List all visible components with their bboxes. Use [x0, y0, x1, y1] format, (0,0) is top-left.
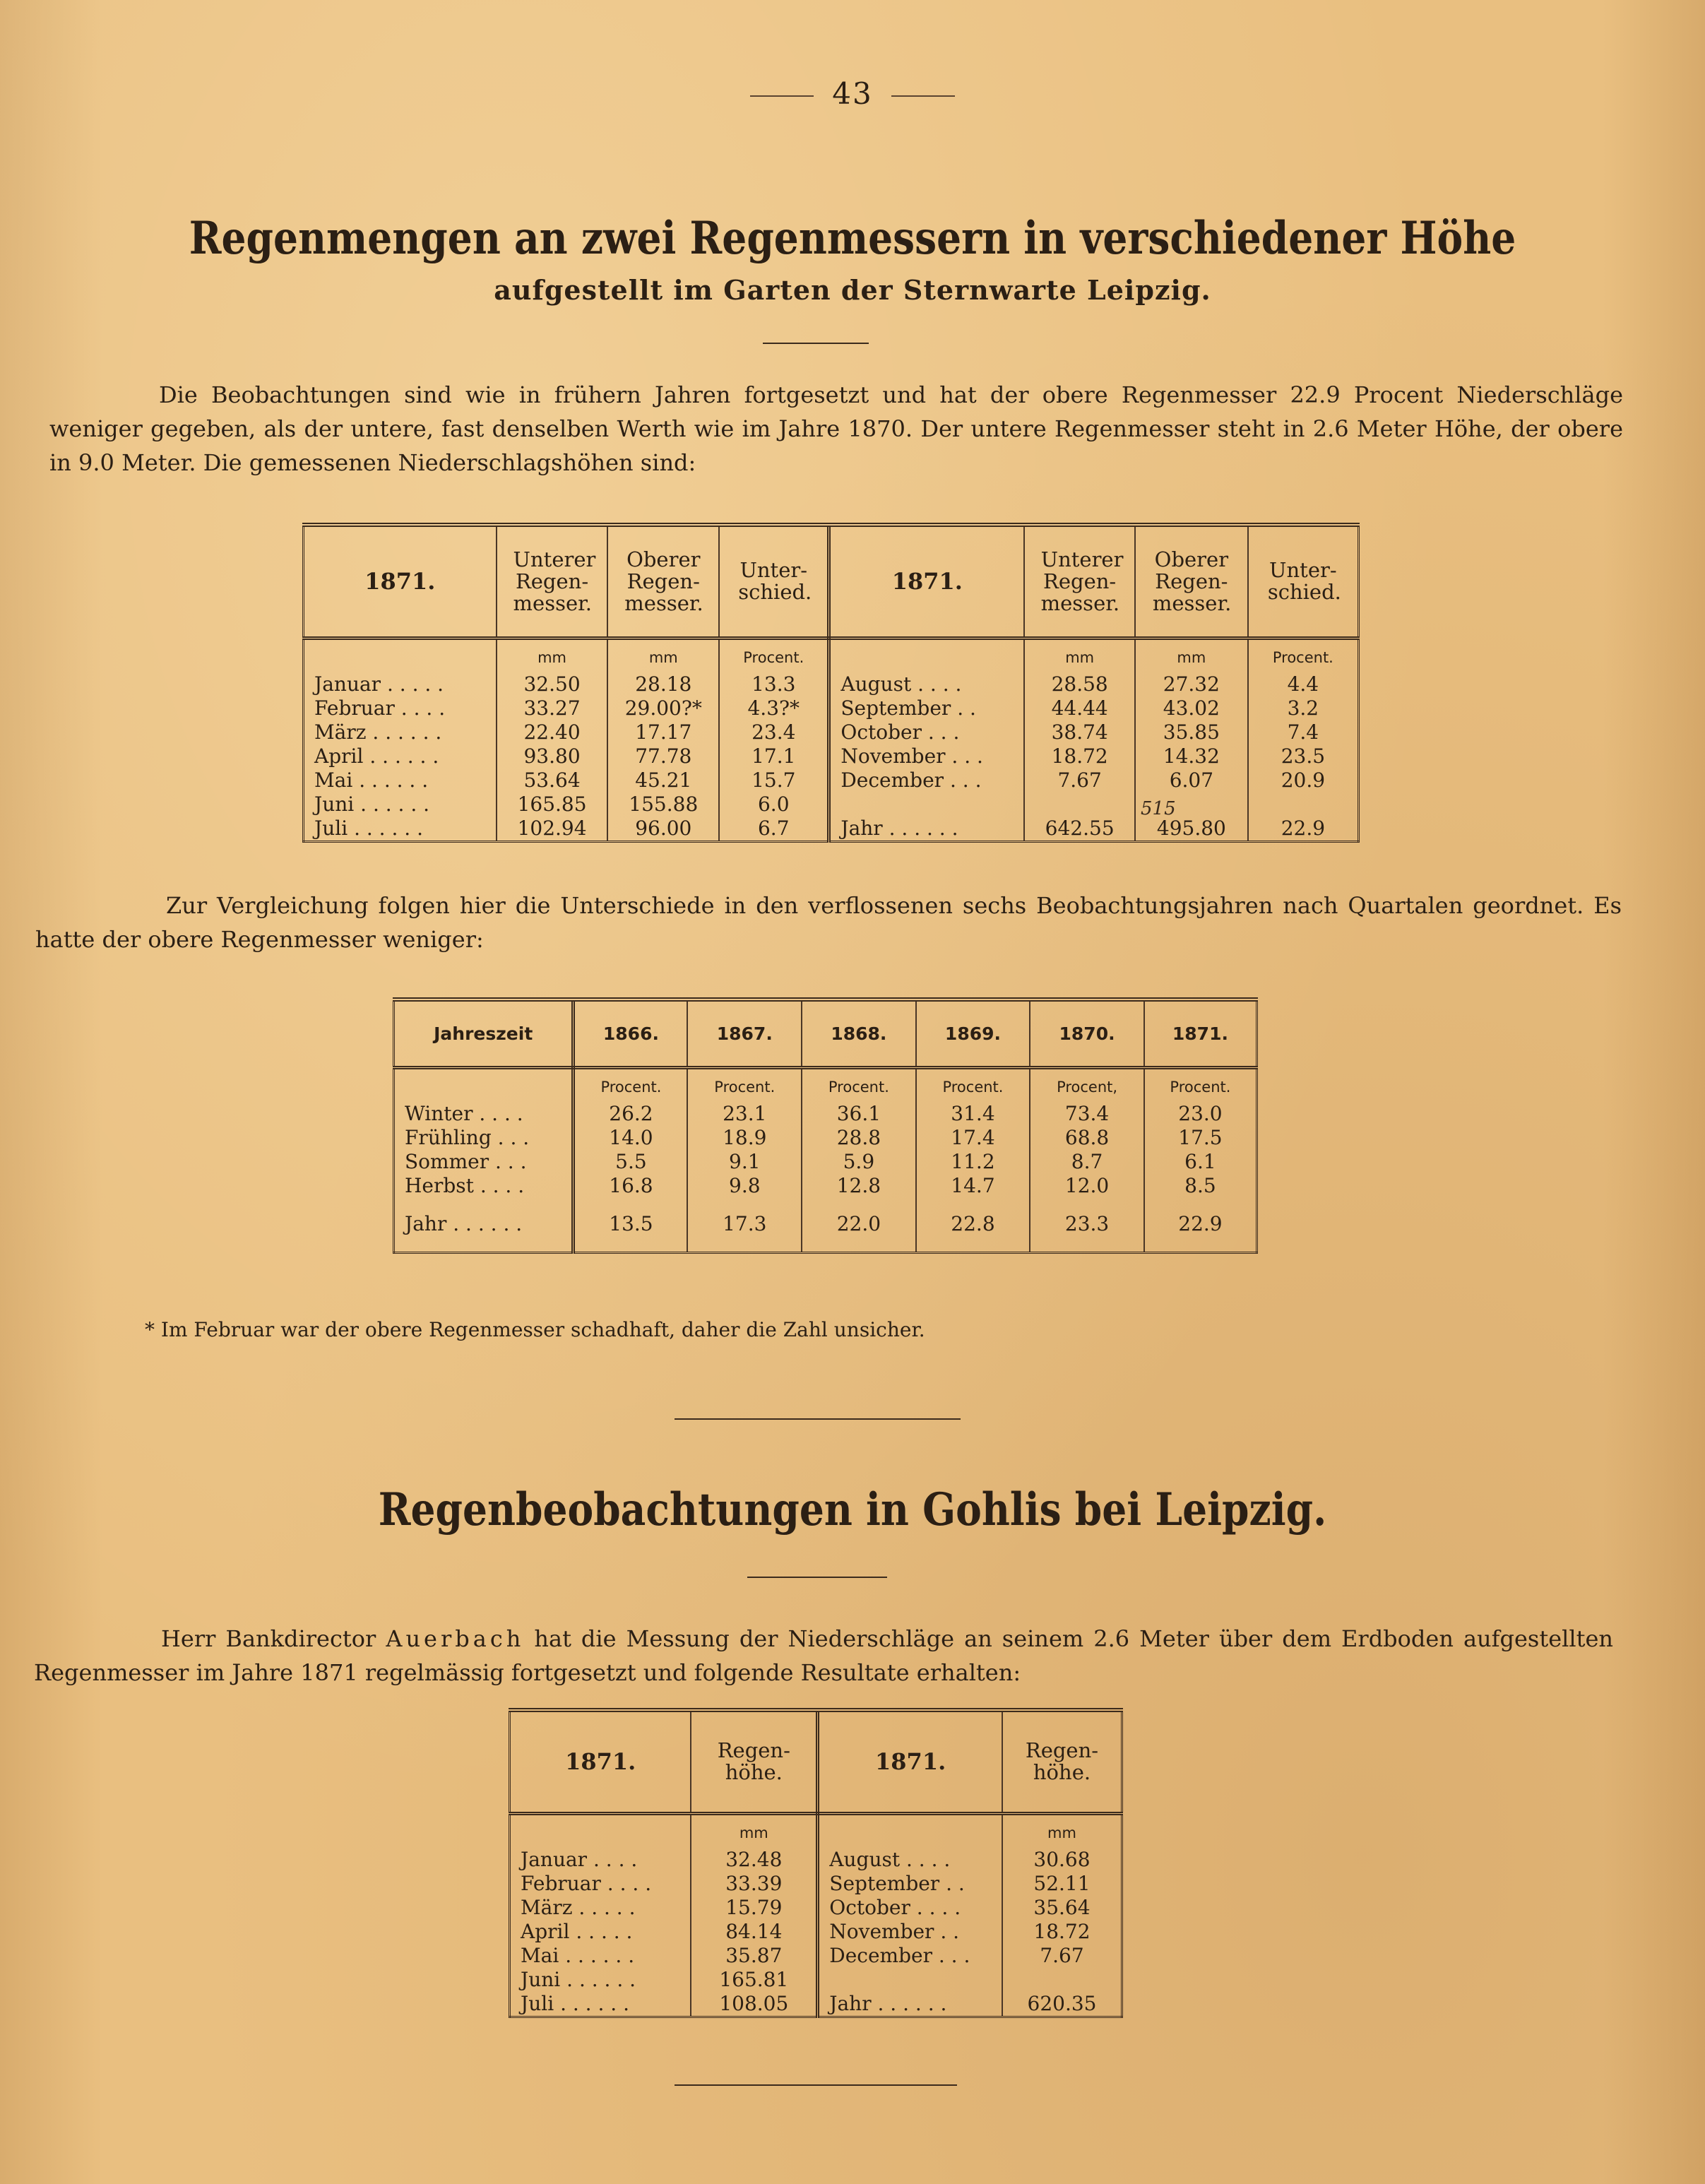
- table1-unit: Procent.: [1272, 648, 1333, 666]
- cell-value: 3.2: [1287, 696, 1319, 720]
- table2-unit: Procent.: [574, 1067, 688, 1102]
- row-label: Februar . . . .: [304, 696, 497, 720]
- table2-body: [394, 1102, 1257, 1253]
- cell-value: [1024, 793, 1135, 817]
- cell-value: [1002, 1968, 1122, 1992]
- cell-value: 52.11: [1033, 1871, 1091, 1895]
- cell-value: 7.67: [1040, 1943, 1084, 1967]
- table2-unit: Procent.: [916, 1067, 1030, 1102]
- table3-unit: mm: [691, 1813, 817, 1848]
- cell-value: 28.58: [1024, 672, 1135, 696]
- table1-row: [304, 744, 1359, 768]
- rain-comparison-table: [302, 523, 1360, 843]
- table2-header-year: 1869.: [916, 999, 1030, 1067]
- row-label: Mai . . . . . .: [304, 768, 497, 793]
- cell-value: 36.1: [802, 1102, 916, 1126]
- cell-value: 23.1: [687, 1102, 802, 1126]
- cell-value: 18.9: [687, 1126, 802, 1150]
- table2-header-year: 1871.: [1144, 999, 1257, 1067]
- cell-value: 642.55: [1024, 817, 1135, 842]
- table1-body: [304, 672, 1359, 842]
- page-number-text: 43: [832, 76, 873, 111]
- row-label: October . . . .: [818, 1896, 1002, 1920]
- table3-row: [510, 1944, 1122, 1968]
- page-number-dash-left: [750, 95, 814, 97]
- row-label: Jahr . . . . . .: [394, 1212, 574, 1253]
- cell-value: 23.0: [1178, 1101, 1223, 1125]
- row-label: August . . . .: [829, 672, 1024, 696]
- section1-subtitle: aufgestellt im Garten der Sternwarte Leipzig.: [494, 274, 1211, 306]
- cell-value: 6.7: [719, 817, 829, 842]
- row-label: Jahr . . . . . .: [818, 1992, 1002, 2017]
- cell-value: 11.2: [916, 1150, 1030, 1174]
- cell-value: 13.5: [574, 1212, 688, 1253]
- table3-unit-row: [510, 1813, 1122, 1848]
- table2-header-year: 1870.: [1030, 999, 1144, 1067]
- footnote: * Im Februar war der obere Regenmesser schadhaft, daher die Zahl unsicher.: [145, 1318, 925, 1341]
- section2-title-wrap: [0, 1483, 1705, 1536]
- table1-unit: mm: [497, 638, 608, 672]
- row-label: Frühling . . .: [394, 1126, 574, 1150]
- table2-unit: Procent.: [687, 1067, 802, 1102]
- cell-value: 73.4: [1030, 1102, 1144, 1126]
- cell-value: 93.80: [497, 744, 608, 768]
- table1-unit-row: [304, 638, 1359, 672]
- table1-row: [304, 720, 1359, 744]
- table2-row: [394, 1174, 1257, 1198]
- table1-row: [304, 768, 1359, 793]
- cell-value: 35.85: [1135, 720, 1248, 744]
- cell-value: 7.67: [1024, 768, 1135, 793]
- table2-unit: Procent.: [802, 1067, 916, 1102]
- table1-row: [304, 817, 1359, 842]
- section2-paragraph-start: Herr Bankdirector: [161, 1625, 376, 1652]
- cell-value: 53.64: [497, 768, 608, 793]
- cell-value: 22.0: [802, 1212, 916, 1253]
- row-label: Januar . . . . .: [304, 672, 497, 696]
- cell-value: 31.4: [916, 1102, 1030, 1126]
- page-number: [711, 76, 994, 111]
- cell-value: 68.8: [1030, 1126, 1144, 1150]
- section2-rule: [747, 1577, 887, 1578]
- page-number-dash-right: [891, 95, 955, 97]
- cell-value: 32.50: [497, 672, 608, 696]
- table1-row: [304, 696, 1359, 720]
- cell-value: 22.8: [916, 1212, 1030, 1253]
- section1-paragraph: Die Beobachtungen sind wie in frühern Jahren fortgesetzt und hat der obere Regenmesser 22.9 Procent Niederschläge weniger gegeben, als der untere, fast denselben Werth wie im Jahre 1870. Der untere Regenmesser steht in 2.6 Meter Höhe, der obere in 9.0 Meter. Die gemessenen Niederschlagshöhen sind:: [49, 381, 1623, 476]
- table3-header-height-right: Regen-höhe.: [1002, 1710, 1122, 1813]
- cell-value: 77.78: [607, 744, 719, 768]
- table3-row: [510, 1896, 1122, 1920]
- cell-value: 32.48: [691, 1848, 817, 1872]
- table1-header-upper-left: Oberer Regen-messer.: [607, 525, 719, 638]
- cell-value: 4.4: [1287, 672, 1319, 696]
- row-label: Januar . . . .: [510, 1848, 691, 1872]
- section1-title-wrap: [0, 212, 1705, 265]
- cell-value: 17.3: [687, 1212, 802, 1253]
- table2-header-year: 1868.: [802, 999, 916, 1067]
- table2-spacer-row: [394, 1198, 1257, 1212]
- section1-title: Regenmengen an zwei Regenmessern in verschiedener Höhe: [189, 212, 1516, 265]
- row-label: April . . . . .: [510, 1920, 691, 1944]
- cell-value: 17.17: [607, 720, 719, 744]
- table1-header-year-left: 1871.: [304, 525, 497, 638]
- cell-value: 4.3?*: [719, 696, 829, 720]
- table2-header-year: 1867.: [687, 999, 802, 1067]
- section2-title: Regenbeobachtungen in Gohlis bei Leipzig.: [378, 1483, 1327, 1536]
- table1-unit: mm: [1135, 638, 1248, 672]
- row-label: März . . . . . .: [304, 720, 497, 744]
- table1-header-lower-right: Unterer Regen-messer.: [1024, 525, 1135, 638]
- table1-header-diff-left: Unter-schied.: [719, 525, 829, 638]
- cell-value: 5.5: [574, 1150, 688, 1174]
- cell-value: 13.3: [719, 672, 829, 696]
- table2-header-season: Jahreszeit: [394, 999, 574, 1067]
- table3-body: [510, 1848, 1122, 2017]
- table1-header-year-right: 1871.: [829, 525, 1024, 638]
- cell-value: 108.05: [691, 1992, 817, 2017]
- cell-value: 33.39: [691, 1872, 817, 1896]
- cell-value: 7.4: [1287, 720, 1319, 744]
- table3-header-row: [510, 1710, 1122, 1813]
- table2-header-year: 1866.: [574, 999, 688, 1067]
- row-label: [829, 793, 1024, 817]
- section2-person-name: Auerbach: [386, 1625, 525, 1652]
- cell-value: 6.1: [1184, 1149, 1216, 1173]
- cell-value: 6.07: [1135, 768, 1248, 793]
- table2-unit-row: [394, 1067, 1257, 1102]
- bottom-rule: [675, 2084, 957, 2086]
- table2-row: [394, 1150, 1257, 1174]
- cell-value: 18.72: [1024, 744, 1135, 768]
- cell-value: 26.2: [574, 1102, 688, 1126]
- table3-row: [510, 1968, 1122, 1992]
- seasonal-difference-table: [393, 997, 1258, 1254]
- table3-unit: mm: [1047, 1824, 1076, 1841]
- table3-row: [510, 1872, 1122, 1896]
- table1-header-lower-left: Unterer Regen-messer.: [497, 525, 608, 638]
- cell-value: 23.4: [719, 720, 829, 744]
- row-label: Winter . . . .: [394, 1102, 574, 1126]
- row-label: Juli . . . . . .: [304, 817, 497, 842]
- cell-value: 6.0: [719, 793, 829, 817]
- table3-row: [510, 1992, 1122, 2017]
- table1-header-row: [304, 525, 1359, 638]
- cell-value: 22.9: [1178, 1211, 1223, 1235]
- cell-value: 495.80: [1135, 817, 1248, 842]
- cell-value: 5.9: [802, 1150, 916, 1174]
- row-label: Juni . . . . . .: [510, 1968, 691, 1992]
- cell-value: 15.79: [691, 1896, 817, 1920]
- table2-header-row: [394, 999, 1257, 1067]
- row-label: August . . . .: [818, 1848, 1002, 1872]
- cell-value: 14.7: [916, 1174, 1030, 1198]
- cell-value: 20.9: [1281, 768, 1326, 792]
- cell-value: 17.4: [916, 1126, 1030, 1150]
- cell-value: [1248, 793, 1359, 817]
- cell-value: 17.5: [1178, 1125, 1223, 1149]
- cell-value: 9.1: [687, 1150, 802, 1174]
- row-label: April . . . . . .: [304, 744, 497, 768]
- row-label: October . . .: [829, 720, 1024, 744]
- cell-value: 35.87: [691, 1944, 817, 1968]
- handwritten-note: 515: [1141, 798, 1176, 819]
- row-label: März . . . . .: [510, 1896, 691, 1920]
- cell-value: 22.9: [1281, 816, 1326, 840]
- cell-value: 9.8: [687, 1174, 802, 1198]
- row-label: November . . .: [829, 744, 1024, 768]
- table1-header-upper-right: Oberer Regen-messer.: [1135, 525, 1248, 638]
- row-label: Jahr . . . . . .: [829, 817, 1024, 842]
- row-label: Herbst . . . .: [394, 1174, 574, 1198]
- cell-value: 8.7: [1030, 1150, 1144, 1174]
- table3-header-year-right: 1871.: [818, 1710, 1002, 1813]
- cell-value: 38.74: [1024, 720, 1135, 744]
- cell-value: 43.02: [1135, 696, 1248, 720]
- row-label: [818, 1968, 1002, 1992]
- table3-header-year-left: 1871.: [510, 1710, 691, 1813]
- gohlis-rain-table: [509, 1708, 1123, 2018]
- section2-paragraph: [34, 1622, 1613, 1690]
- row-label: September . .: [829, 696, 1024, 720]
- cell-value: 165.85: [497, 793, 608, 817]
- cell-value: 12.8: [802, 1174, 916, 1198]
- cell-value: 15.7: [719, 768, 829, 793]
- cell-value: 23.3: [1030, 1212, 1144, 1253]
- table2-unit: Procent,: [1030, 1067, 1144, 1102]
- table3-header-height-left: Regen-höhe.: [691, 1710, 817, 1813]
- cell-value: 44.44: [1024, 696, 1135, 720]
- cell-value: 84.14: [691, 1920, 817, 1944]
- cell-value: 8.5: [1184, 1173, 1216, 1197]
- cell-value: 33.27: [497, 696, 608, 720]
- cell-value: 18.72: [1033, 1919, 1091, 1943]
- table1-row: [304, 793, 1359, 817]
- cell-value: 27.32: [1135, 672, 1248, 696]
- table3-row: [510, 1920, 1122, 1944]
- table2-row: [394, 1126, 1257, 1150]
- cell-value: 29.00?*: [607, 696, 719, 720]
- cell-value: 620.35: [1027, 1991, 1097, 2015]
- cell-value: 35.64: [1033, 1895, 1091, 1919]
- section-separator: [675, 1418, 961, 1420]
- table2-unit: Procent.: [1170, 1078, 1231, 1096]
- section2-paragraph-end: hat die Messung der Niederschläge an seinem 2.6 Meter über dem Erdboden aufgestellten Regenmesser im Jahre 1871 regelmässig fortgesetzt und folgende Resultate erhalten:: [34, 1625, 1614, 1686]
- cell-value: 17.1: [719, 744, 829, 768]
- cell-value: 165.81: [691, 1968, 817, 1992]
- cell-value: 102.94: [497, 817, 608, 842]
- cell-value: 45.21: [607, 768, 719, 793]
- cell-value: 14.32: [1135, 744, 1248, 768]
- section1-rule: [763, 343, 869, 344]
- row-label: Juni . . . . . .: [304, 793, 497, 817]
- cell-value: 23.5: [1281, 744, 1326, 768]
- cell-value: 14.0: [574, 1126, 688, 1150]
- row-label: Mai . . . . . .: [510, 1944, 691, 1968]
- table1-row: [304, 672, 1359, 696]
- row-label: November . .: [818, 1920, 1002, 1944]
- row-label: September . .: [818, 1872, 1002, 1896]
- cell-value: 12.0: [1030, 1174, 1144, 1198]
- cell-value: 16.8: [574, 1174, 688, 1198]
- cell-value: 96.00: [607, 817, 719, 842]
- table1-header-diff-right: Unter-schied.: [1248, 525, 1359, 638]
- table1-unit: mm: [1024, 638, 1135, 672]
- row-label: Februar . . . .: [510, 1872, 691, 1896]
- cell-value: 22.40: [497, 720, 608, 744]
- section1-paragraph2: Zur Vergleichung folgen hier die Unterschiede in den verflossenen sechs Beobachtungsjahren nach Quartalen geordnet. Es hatte der obere Regenmesser weniger:: [35, 892, 1622, 953]
- cell-value: 28.18: [607, 672, 719, 696]
- table1-unit: Procent.: [719, 638, 829, 672]
- table2-row: [394, 1102, 1257, 1126]
- row-label: December . . .: [818, 1944, 1002, 1968]
- row-label: December . . .: [829, 768, 1024, 793]
- cell-value: 155.88: [607, 793, 719, 817]
- cell-value: 30.68: [1033, 1847, 1091, 1871]
- table3-row: [510, 1848, 1122, 1872]
- row-label: Sommer . . .: [394, 1150, 574, 1174]
- table2-total-row: [394, 1212, 1257, 1253]
- row-label: Juli . . . . . .: [510, 1992, 691, 2017]
- cell-value: 28.8: [802, 1126, 916, 1150]
- table1-unit: mm: [607, 638, 719, 672]
